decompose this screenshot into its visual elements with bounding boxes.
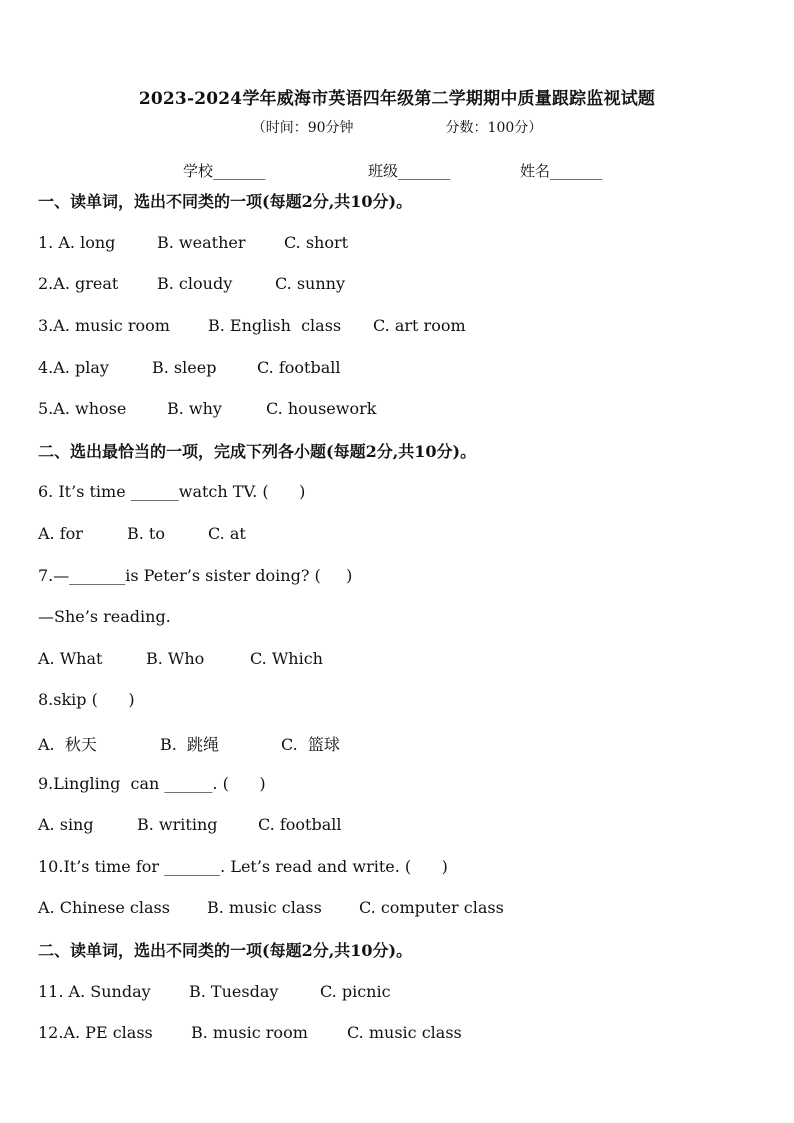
exam-score: 分数：100分） — [445, 120, 543, 136]
q1-option-c: C. short — [284, 233, 349, 252]
class-field: 班级_______ — [368, 162, 451, 180]
question-3 — [38, 316, 170, 335]
q12-option-b: B. music room — [191, 1023, 308, 1042]
q2-option-a: 2.A. great — [38, 274, 119, 293]
q3-option-a: 3.A. music room — [38, 316, 170, 335]
q6-option-c: C. at — [208, 524, 246, 543]
question-5 — [38, 399, 126, 418]
name-field: 姓名_______ — [520, 162, 603, 180]
q8-option-b: B. 跳绳 — [160, 735, 220, 754]
section-heading-2: 二、选出最恰当的一项，完成下列各小题(每题2分,共10分)。 — [38, 442, 477, 461]
q3-option-b: B. English class — [208, 316, 342, 335]
q9-option-c: C. football — [258, 815, 342, 834]
exam-time: （时间：90分钟 — [251, 120, 354, 136]
q11-option-a: 11. A. Sunday — [38, 982, 151, 1001]
q4-option-c: C. football — [257, 358, 341, 377]
q12-option-c: C. music class — [347, 1023, 462, 1042]
q7-option-c: C. Which — [250, 649, 323, 668]
q11-option-b: B. Tuesday — [189, 982, 279, 1001]
q8-option-c: C. 篮球 — [281, 735, 340, 754]
q2-option-c: C. sunny — [275, 274, 346, 293]
q7-option-a: A. What — [38, 649, 103, 668]
q10-option-a: A. Chinese class — [38, 898, 170, 917]
q6-option-b: B. to — [127, 524, 165, 543]
q9-option-b: B. writing — [137, 815, 218, 834]
q7-answer: —She’s reading. — [38, 607, 171, 626]
q12-option-a: 12.A. PE class — [38, 1023, 153, 1042]
section-heading-1: 一、读单词，选出不同类的一项(每题2分,共10分)。 — [38, 192, 413, 211]
q1-option-b: B. weather — [157, 233, 246, 252]
q5-option-c: C. housework — [266, 399, 377, 418]
q8-stem: 8.skip ( ) — [38, 690, 135, 709]
q10-option-b: B. music class — [207, 898, 322, 917]
q8-option-a: A. 秋天 — [38, 735, 97, 754]
section-heading-3: 二、读单词，选出不同类的一项(每题2分,共10分)。 — [38, 941, 413, 960]
school-field: 学校_______ — [183, 162, 266, 180]
q7-stem: 7.—_______is Peter’s sister doing? ( ) — [38, 566, 353, 585]
q3-option-c: C. art room — [373, 316, 466, 335]
q4-option-b: B. sleep — [152, 358, 217, 377]
exam-title: 2023-2024学年威海市英语四年级第二学期期中质量跟踪监视试题 — [138, 89, 656, 109]
q11-option-c: C. picnic — [320, 982, 391, 1001]
q2-option-b: B. cloudy — [157, 274, 233, 293]
q1-option-a: 1. A. long — [38, 233, 116, 252]
question-2 — [38, 274, 118, 293]
question-4 — [38, 358, 109, 377]
q4-option-a: 4.A. play — [38, 358, 109, 377]
question-1 — [38, 233, 115, 252]
q6-option-a: A. for — [38, 524, 83, 543]
exam-subtitle — [0, 117, 794, 137]
q9-stem: 9.Lingling can ______. ( ) — [38, 774, 266, 793]
q7-option-b: B. Who — [146, 649, 205, 668]
q10-option-c: C. computer class — [359, 898, 504, 917]
q5-option-b: B. why — [167, 399, 222, 418]
q10-stem: 10.It’s time for _______. Let’s read and write. ( ) — [38, 857, 448, 876]
q5-option-a: 5.A. whose — [38, 399, 127, 418]
q9-option-a: A. sing — [38, 815, 94, 834]
q6-stem: 6. It’s time ______watch TV. ( ) — [38, 482, 306, 501]
